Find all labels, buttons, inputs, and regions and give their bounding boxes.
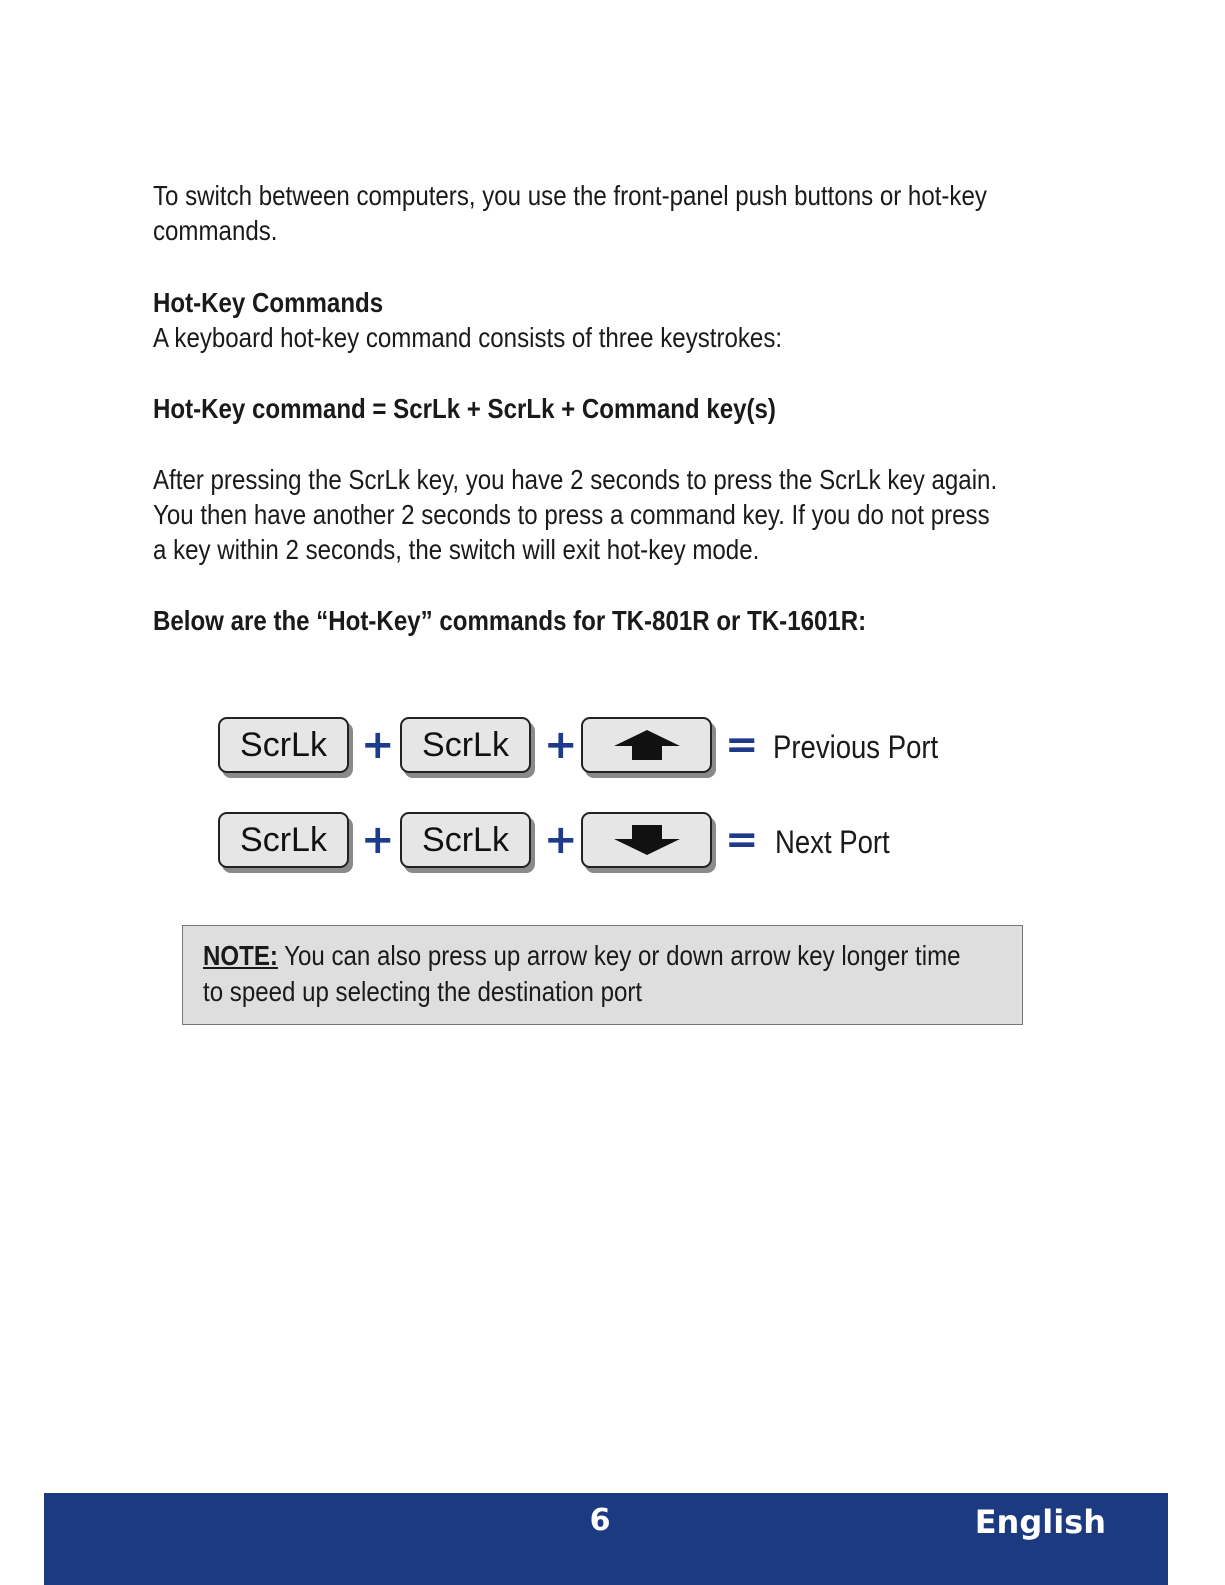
scrlk-key: ScrLk: [218, 812, 349, 868]
after-line-1: After pressing the ScrLk key, you have 2 seconds to press the ScrLk key again.: [153, 464, 998, 495]
down-arrow-key: [581, 812, 712, 868]
intro-line-1: To switch between computers, you use the front-panel push buttons or hot-key: [153, 180, 987, 211]
intro-line-2: commands.: [153, 215, 278, 246]
plus-sign: +: [544, 722, 578, 768]
scrlk-key: ScrLk: [400, 812, 531, 868]
hotkey-description: A keyboard hot-key command consists of three keystrokes:: [153, 322, 783, 353]
note-line-2: to speed up selecting the destination port: [203, 976, 643, 1007]
language-label: English: [974, 1503, 1106, 1541]
up-arrow-key: [581, 717, 712, 773]
hotkey-row-previous-port: [218, 717, 1018, 777]
down-arrow-icon: [612, 823, 682, 857]
hotkey-heading: Hot-Key Commands: [153, 287, 384, 318]
note-label: NOTE:: [203, 940, 278, 971]
hotkey-formula: Hot-Key command = ScrLk + ScrLk + Command key(s): [153, 393, 776, 424]
after-line-2: You then have another 2 seconds to press a command key. If you do not press: [153, 499, 990, 530]
note-box: [182, 925, 1023, 1025]
note-line-1: You can also press up arrow key or down arrow key longer time: [284, 940, 961, 971]
up-arrow-icon: [612, 728, 682, 762]
equals-sign: =: [725, 722, 759, 768]
after-line-3: a key within 2 seconds, the switch will exit hot-key mode.: [153, 534, 760, 565]
page-footer: [44, 1493, 1168, 1585]
plus-sign: +: [544, 817, 578, 863]
plus-sign: +: [361, 817, 395, 863]
result-previous-port: Previous Port: [773, 729, 939, 765]
scrlk-key: ScrLk: [218, 717, 349, 773]
result-next-port: Next Port: [775, 824, 890, 860]
scrlk-key: ScrLk: [400, 717, 531, 773]
hotkey-row-next-port: [218, 812, 1018, 872]
equals-sign: =: [725, 817, 759, 863]
commands-heading: Below are the “Hot-Key” commands for TK-801R or TK-1601R:: [153, 605, 867, 636]
plus-sign: +: [361, 722, 395, 768]
page-number: 6: [589, 1503, 611, 1538]
